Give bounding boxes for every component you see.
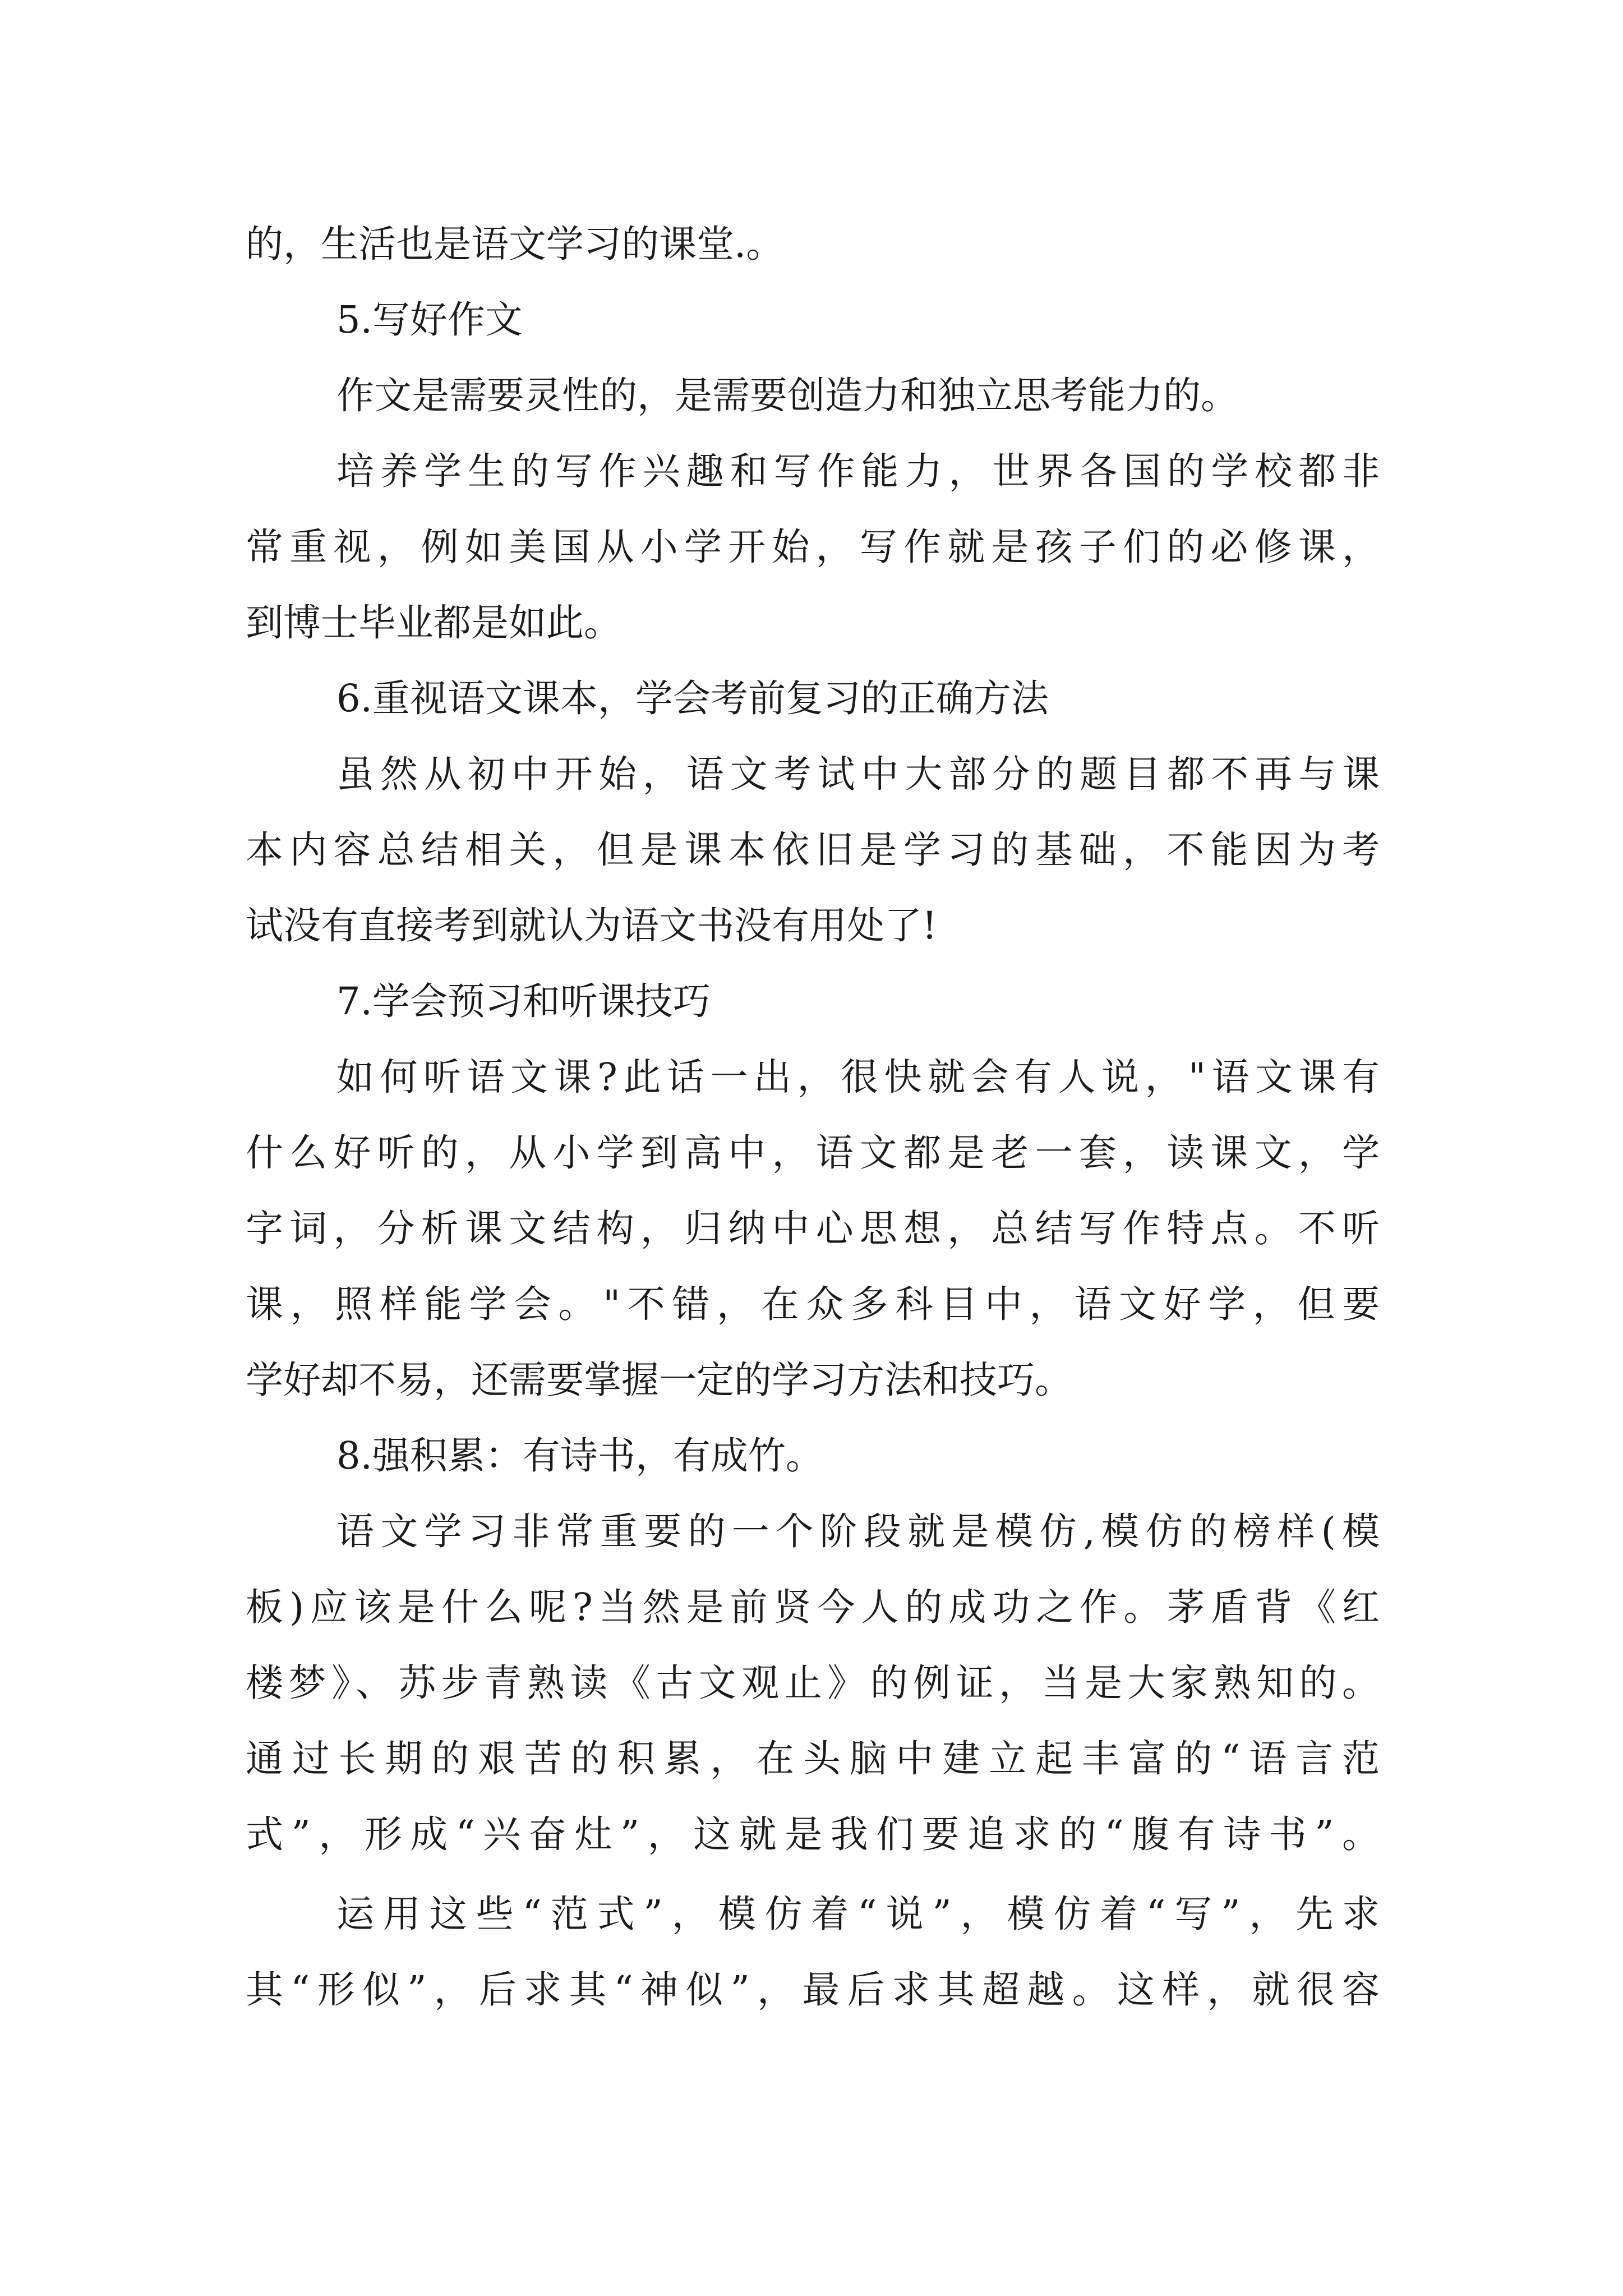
text-line: 作文是需要灵性的，是需要创造力和独立思考能力的。 [336, 374, 1238, 417]
text-line: 课，照样能学会。"不错，在众多科目中，语文好学，但要 [246, 1282, 1387, 1326]
text-line: 楼梦》、苏步青熟读《古文观止》的例证，当是大家熟知的。 [246, 1661, 1385, 1705]
section-heading-6: 6.重视语文课本，学会考前复习的正确方法 [336, 677, 1049, 720]
text-line: 本内容总结相关，但是课本依旧是学习的基础，不能因为考 [246, 828, 1386, 872]
text-line: 语文学习非常重要的一个阶段就是模仿,模仿的榜样(模 [336, 1510, 1386, 1553]
text-line: 字词，分析课文结构，归纳中心思想，总结写作特点。不听 [246, 1207, 1386, 1250]
section-heading-5: 5.写好作文 [336, 298, 523, 342]
text-line: 虽然从初中开始，语文考试中大部分的题目都不再与课 [336, 752, 1386, 796]
text-line: 什么好听的，从小学到高中，语文都是老一套，读课文，学 [246, 1131, 1386, 1175]
section-heading-7: 7.学会预习和听课技巧 [336, 979, 711, 1023]
text-line: 运用这些“范式”，模仿着“说”，模仿着“写”，先求 [336, 1892, 1389, 1936]
section-heading-8: 8.强积累：有诗书，有成竹。 [336, 1434, 823, 1478]
text-line: 如何听语文课?此话一出，很快就会有人说，"语文课有 [336, 1055, 1386, 1099]
text-line: 培养学生的写作兴趣和写作能力，世界各国的学校都非 [336, 449, 1386, 493]
text-line: 其“形似”，后求其“神似”，最后求其超越。这样，就很容 [246, 1968, 1387, 2012]
text-line: 式”，形成“兴奋灶”，这就是我们要追求的“腹有诗书”。 [246, 1812, 1388, 1856]
text-line: 常重视，例如美国从小学开始，写作就是孩子们的必修课， [246, 525, 1386, 569]
text-line: 学好却不易，还需要掌握一定的学习方法和技巧。 [246, 1358, 1072, 1402]
text-line: 板)应该是什么呢?当然是前贤今人的成功之作。茅盾背《红 [246, 1585, 1386, 1629]
text-line: 通过长期的艰苦的积累，在头脑中建立起丰富的“语言范 [246, 1737, 1389, 1780]
text-line: 的，生活也是语文学习的课堂.。 [246, 222, 784, 266]
text-line: 到博士毕业都是如此。 [246, 601, 621, 645]
text-line: 试没有直接考到就认为语文书没有用处了! [246, 904, 937, 947]
